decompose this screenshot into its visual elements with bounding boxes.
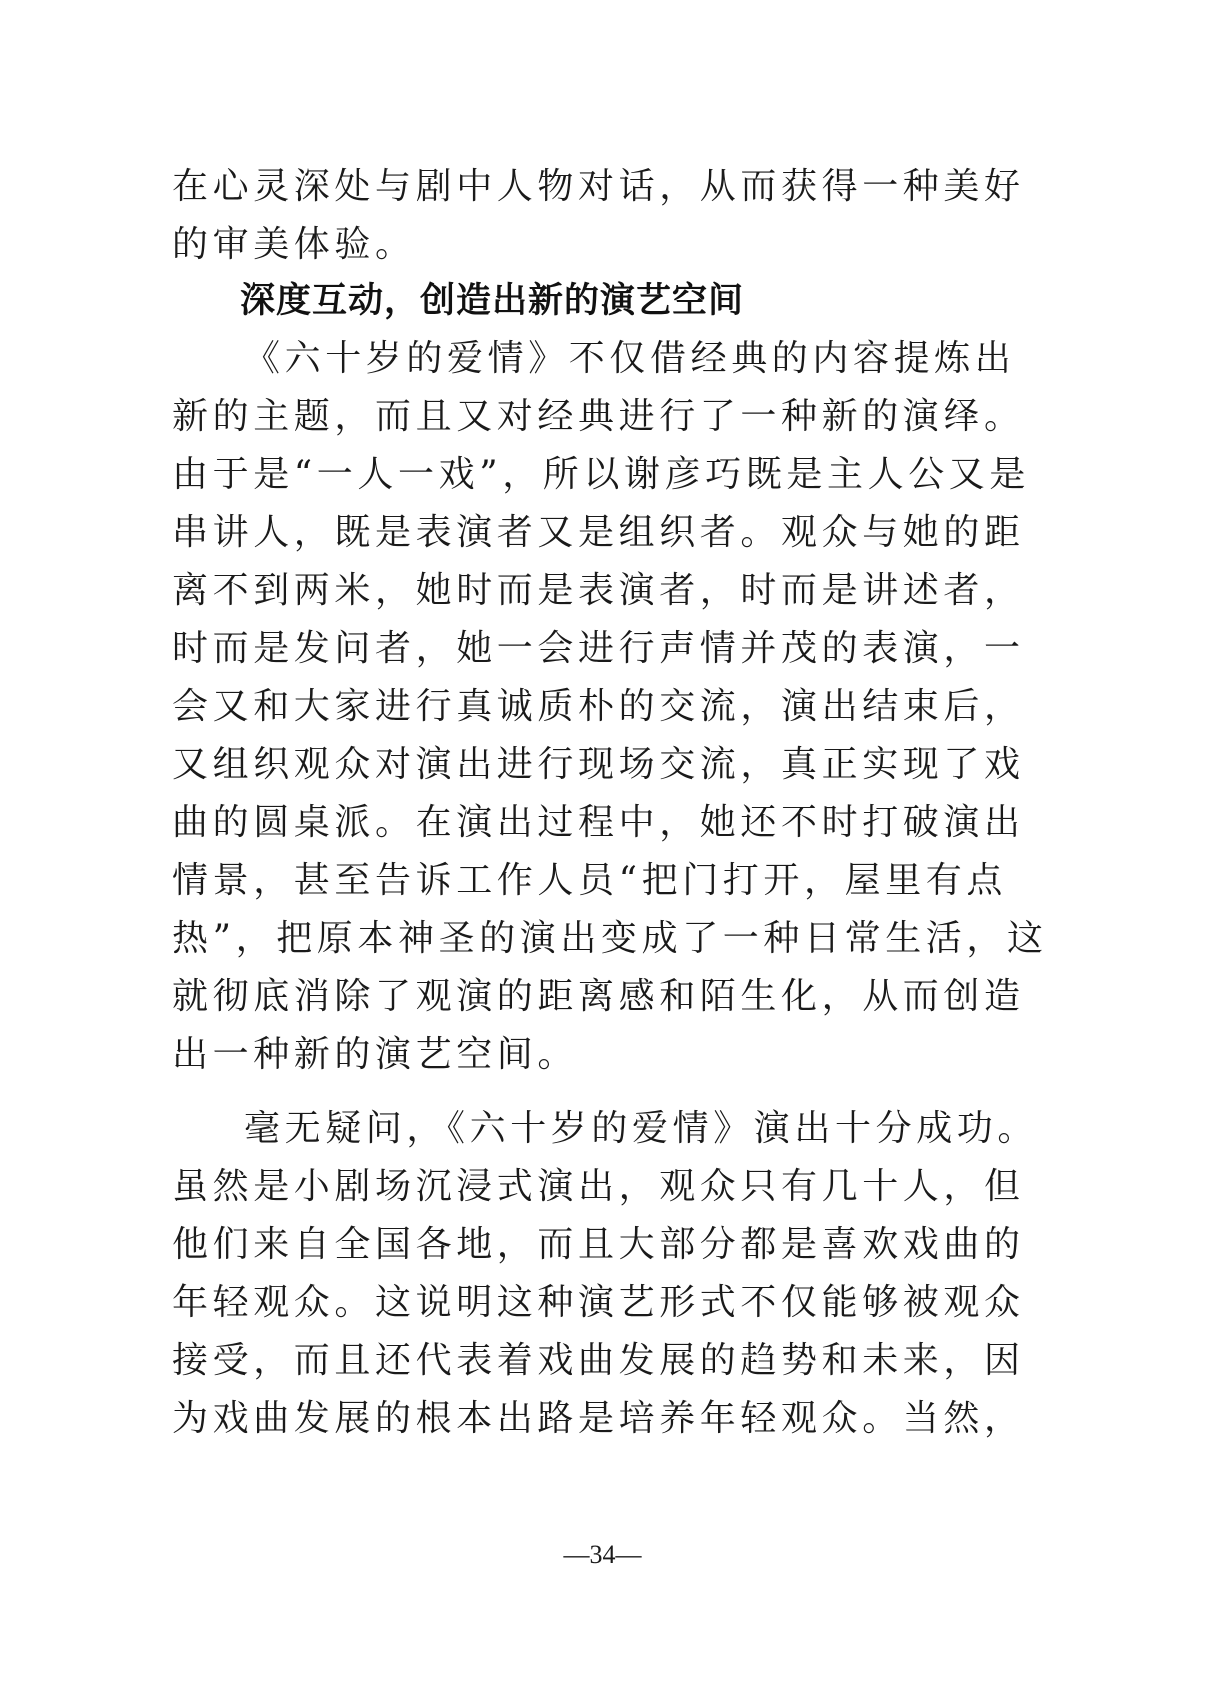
paragraph-2-line-7: 会又和大家进行真诚质朴的交流，演出结束后， <box>172 686 1025 727</box>
paragraph-3-line-5: 接受，而且还代表着戏曲发展的趋势和未来，因 <box>172 1340 1025 1381</box>
paragraph-2-line-13: 出一种新的演艺空间。 <box>172 1034 579 1075</box>
paragraph-3-line-1: 毫无疑问，《六十岁的爱情》演出十分成功。 <box>244 1108 1039 1149</box>
paragraph-1-line-2: 的审美体验。 <box>172 224 416 265</box>
paragraph-1-line-1: 在心灵深处与剧中人物对话，从而获得一种美好 <box>172 166 1025 207</box>
paragraph-3-line-4: 年轻观众。这说明这种演艺形式不仅能够被观众 <box>172 1282 1025 1323</box>
paragraph-2-line-9: 曲的圆桌派。在演出过程中，她还不时打破演出 <box>172 802 1025 843</box>
paragraph-2-line-11: 热”，把原本神圣的演出变成了一种日常生活，这 <box>172 918 1048 959</box>
paragraph-3-line-3: 他们来自全国各地，而且大部分都是喜欢戏曲的 <box>172 1224 1025 1265</box>
paragraph-2-line-8: 又组织观众对演出进行现场交流，真正实现了戏 <box>172 744 1025 785</box>
paragraph-3-line-6: 为戏曲发展的根本出路是培养年轻观众。当然， <box>172 1398 1025 1439</box>
paragraph-2-line-10: 情景，甚至告诉工作人员“把门打开，屋里有点 <box>172 860 1008 901</box>
paragraph-2-line-12: 就彻底消除了观演的距离感和陌生化，从而创造 <box>172 976 1025 1017</box>
paragraph-2-line-6: 时而是发问者，她一会进行声情并茂的表演，一 <box>172 628 1025 669</box>
paragraph-2-line-2: 新的主题，而且又对经典进行了一种新的演绎。 <box>172 396 1025 437</box>
paragraph-2-line-3: 由于是“一人一戏”，所以谢彦巧既是主人公又是 <box>172 454 1031 495</box>
paragraph-2-line-5: 离不到两米，她时而是表演者，时而是讲述者， <box>172 570 1025 611</box>
page-number: —34— <box>563 1540 642 1569</box>
section-heading: 深度互动，创造出新的演艺空间 <box>240 281 745 321</box>
paragraph-3-line-2: 虽然是小剧场沉浸式演出，观众只有几十人，但 <box>172 1166 1025 1207</box>
paragraph-2-line-4: 串讲人，既是表演者又是组织者。观众与她的距 <box>172 512 1025 553</box>
paragraph-2-line-1: 《六十岁的爱情》不仅借经典的内容提炼出 <box>244 338 1016 379</box>
